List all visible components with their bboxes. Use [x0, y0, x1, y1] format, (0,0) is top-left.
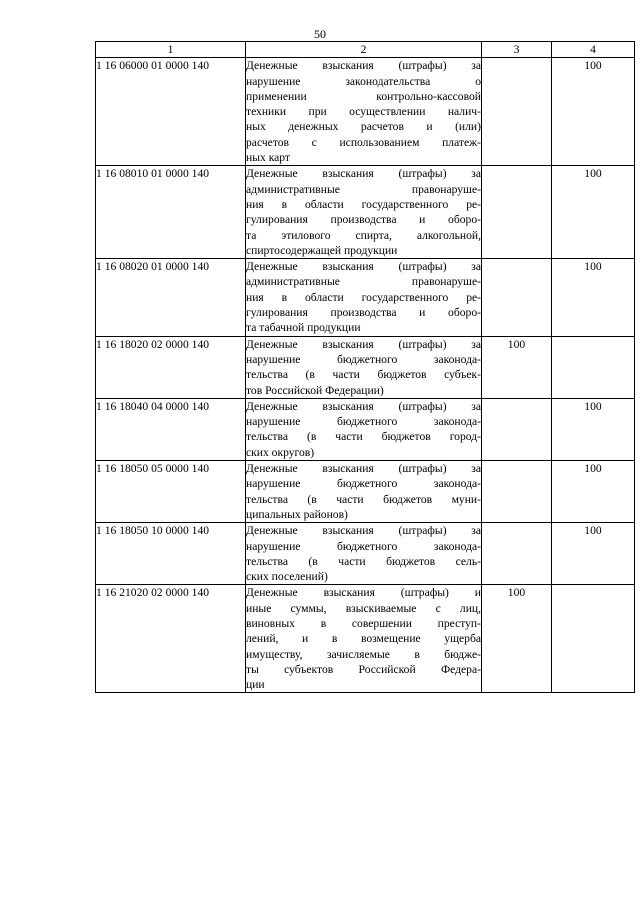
description-line: Денежные взыскания (штрафы) и — [246, 586, 481, 600]
revenue-code-cell: 1 16 06000 01 0000 140 — [96, 58, 246, 166]
table-row — [96, 336, 635, 398]
revenue-code-cell: 1 16 18050 10 0000 140 — [96, 523, 246, 585]
description-line: ципальных районов) — [246, 507, 348, 521]
table-row — [96, 58, 635, 166]
column-3-value-cell: 100 — [482, 336, 552, 398]
description-line: ных денежных расчетов и (или) — [246, 120, 481, 134]
description-line: ции — [246, 678, 265, 692]
description-line: тельства (в части бюджетов город- — [246, 430, 481, 444]
column-3-value-cell — [482, 398, 552, 460]
description-line: административные правонаруше- — [246, 182, 481, 196]
revenue-code-cell: 1 16 08010 01 0000 140 — [96, 166, 246, 259]
description-line: ния в области государственного ре- — [246, 290, 481, 304]
revenue-description-cell — [246, 585, 482, 693]
description-line: тельства (в части бюджетов муни- — [246, 492, 481, 506]
revenue-description-cell — [246, 398, 482, 460]
column-4-value-cell: 100 — [552, 398, 635, 460]
description-line: Денежные взыскания (штрафы) за — [246, 524, 481, 538]
description-line: ных карт — [246, 151, 291, 165]
table-row — [96, 166, 635, 259]
description-line: гулирования производства и оборо- — [246, 306, 481, 320]
budget-revenue-table — [95, 41, 635, 693]
column-header-2: 2 — [246, 42, 482, 58]
column-4-value-cell: 100 — [552, 523, 635, 585]
column-4-value-cell: 100 — [552, 461, 635, 523]
description-line: нарушение законодательства о — [246, 74, 481, 88]
revenue-description-cell — [246, 523, 482, 585]
column-3-value-cell — [482, 166, 552, 259]
description-line: административные правонаруше- — [246, 275, 481, 289]
description-line: Денежные взыскания (штрафы) за — [246, 337, 481, 351]
column-3-value-cell — [482, 523, 552, 585]
column-header-1: 1 — [96, 42, 246, 58]
revenue-description-cell — [246, 461, 482, 523]
description-line: расчетов с использованием платеж- — [246, 135, 481, 149]
revenue-code-cell: 1 16 18020 02 0000 140 — [96, 336, 246, 398]
column-3-value-cell — [482, 58, 552, 166]
column-4-value-cell: 100 — [552, 58, 635, 166]
revenue-description-cell — [246, 166, 482, 259]
column-header-3: 3 — [482, 42, 552, 58]
description-line: та табачной продукции — [246, 321, 361, 335]
description-line: тельства (в части бюджетов субъек- — [246, 368, 481, 382]
column-3-value-cell: 100 — [482, 585, 552, 693]
description-line: нарушение бюджетного законода- — [246, 415, 481, 429]
table-header-row — [96, 42, 635, 58]
description-line: нарушение бюджетного законода- — [246, 477, 481, 491]
revenue-description-cell — [246, 259, 482, 336]
description-line: Денежные взыскания (штрафы) за — [246, 399, 481, 413]
description-line: нарушение бюджетного законода- — [246, 352, 481, 366]
description-line: Денежные взыскания (штрафы) за — [246, 59, 481, 73]
description-line: ских округов) — [246, 445, 315, 459]
description-line: виновных в совершении преступ- — [246, 616, 481, 630]
description-line: гулирования производства и оборо- — [246, 213, 481, 227]
column-4-value-cell: 100 — [552, 166, 635, 259]
description-line: ских поселений) — [246, 570, 328, 584]
column-3-value-cell — [482, 461, 552, 523]
revenue-code-cell: 1 16 21020 02 0000 140 — [96, 585, 246, 693]
table-row — [96, 523, 635, 585]
description-line: Денежные взыскания (штрафы) за — [246, 167, 481, 181]
description-line: спиртосодержащей продукции — [246, 243, 398, 257]
page-number: 50 — [314, 27, 326, 41]
table-row — [96, 398, 635, 460]
column-4-value-cell — [552, 585, 635, 693]
description-line: Денежные взыскания (штрафы) за — [246, 260, 481, 274]
description-line: применении контрольно-кассовой — [246, 89, 481, 103]
column-3-value-cell — [482, 259, 552, 336]
table-row — [96, 585, 635, 693]
description-line: иные суммы, взыскиваемые с лиц, — [246, 601, 481, 615]
column-4-value-cell — [552, 336, 635, 398]
revenue-code-cell: 1 16 18050 05 0000 140 — [96, 461, 246, 523]
revenue-code-cell: 1 16 18040 04 0000 140 — [96, 398, 246, 460]
description-line: имуществу, зачисляемые в бюдже- — [246, 647, 481, 661]
revenue-description-cell — [246, 336, 482, 398]
description-line: тельства (в части бюджетов сель- — [246, 554, 481, 568]
description-line: техники при осуществлении налич- — [246, 105, 481, 119]
description-line: тов Российской Федерации) — [246, 383, 384, 397]
table-row — [96, 259, 635, 336]
description-line: нарушение бюджетного законода- — [246, 539, 481, 553]
revenue-code-cell: 1 16 08020 01 0000 140 — [96, 259, 246, 336]
description-line: лений, и в возмещение ущерба — [246, 632, 481, 646]
column-header-4: 4 — [552, 42, 635, 58]
description-line: ты субъектов Российской Федера- — [246, 662, 481, 676]
table-row — [96, 461, 635, 523]
revenue-description-cell — [246, 58, 482, 166]
column-4-value-cell: 100 — [552, 259, 635, 336]
description-line: та этилового спирта, алкогольной, — [246, 228, 481, 242]
description-line: Денежные взыскания (штрафы) за — [246, 462, 481, 476]
description-line: ния в области государственного ре- — [246, 197, 481, 211]
